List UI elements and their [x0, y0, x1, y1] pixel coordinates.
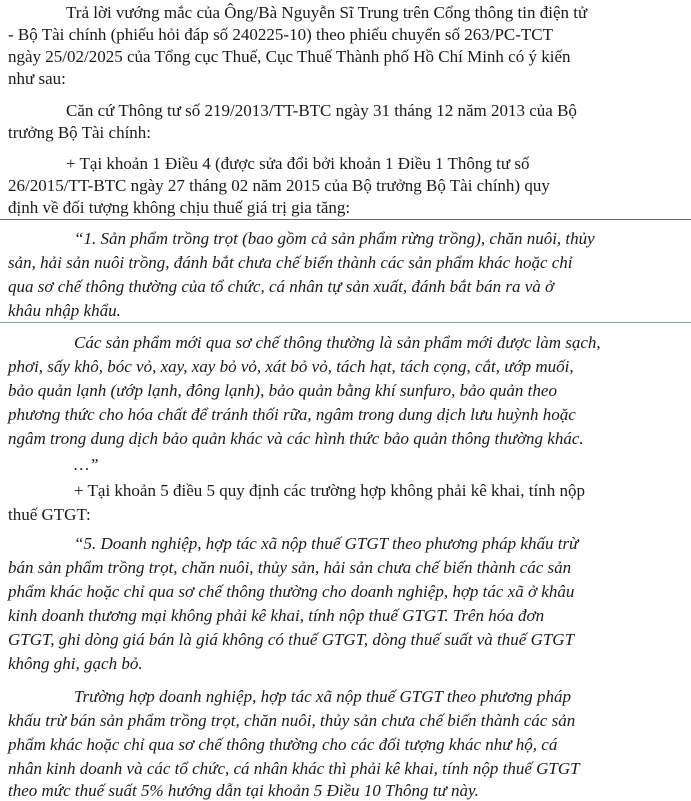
paragraph-8-line-0: Trường hợp doanh nghiệp, hợp tác xã nộp thuế GTGT theo phương pháp: [74, 687, 571, 706]
paragraph-7-line-2: phẩm khác hoặc chỉ qua sơ chế thông thường cho doanh nghiệp, hợp tác xã ở khâu: [8, 582, 575, 601]
paragraph-2-line-2: định về đối tượng không chịu thuế giá trị gia tăng:: [8, 198, 351, 217]
paragraph-6-line-0: + Tại khoản 5 điều 5 quy định các trường hợp không phải kê khai, tính nộp: [74, 481, 585, 500]
paragraph-3-line-1: sản, hải sản nuôi trồng, đánh bắt chưa chế biến thành các sản phẩm khác hoặc chỉ: [8, 253, 573, 272]
paragraph-0-line-0: Trả lời vướng mắc của Ông/Bà Nguyễn Sĩ Trung trên Cổng thông tin điện tử: [66, 3, 588, 22]
paragraph-7-line-3: kinh doanh thương mại không phải kê khai, tính nộp thuế GTGT. Trên hóa đơn: [8, 606, 545, 625]
scan-rule-top: [0, 219, 691, 220]
paragraph-4-line-4: ngâm trong dung dịch bảo quản khác và các hình thức bảo quản thông thường khác.: [8, 429, 584, 448]
paragraph-2-line-0: + Tại khoản 1 Điều 4 (được sửa đổi bởi khoản 1 Điều 1 Thông tư số: [66, 154, 530, 173]
paragraph-8-line-4: theo mức thuế suất 5% hướng dẫn tại khoản 5 Điều 10 Thông tư này.: [8, 781, 479, 800]
paragraph-4-line-1: phơi, sấy khô, bóc vỏ, xay, xay bỏ vỏ, xát bỏ vỏ, tách hạt, tách cọng, cắt, ướp muối,: [8, 357, 574, 376]
paragraph-3-line-2: qua sơ chế thông thường của tổ chức, cá nhân tự sản xuất, đánh bắt bán ra và ở: [8, 277, 555, 296]
paragraph-8-line-3: nhân kinh doanh và các tổ chức, cá nhân khác thì phải kê khai, tính nộp thuế GTGT: [8, 759, 580, 778]
paragraph-7-line-0: “5. Doanh nghiệp, hợp tác xã nộp thuế GTGT theo phương pháp khấu trừ: [74, 534, 579, 553]
paragraph-2-line-1: 26/2015/TT-BTC ngày 27 tháng 02 năm 2015 của Bộ trưởng Bộ Tài chính) quy: [8, 176, 550, 195]
paragraph-4-line-0: Các sản phẩm mới qua sơ chế thông thường là sản phẩm mới được làm sạch,: [74, 333, 601, 352]
paragraph-5-line-0: …”: [74, 455, 99, 474]
paragraph-7-line-1: bán sản phẩm trồng trọt, chăn nuôi, thủy sản, hải sản chưa chế biến thành các sản: [8, 558, 572, 577]
paragraph-4-line-3: phương thức cho hóa chất để tránh thối rữa, ngâm trong dung dịch lưu huỳnh hoặc: [8, 405, 576, 424]
paragraph-7-line-4: GTGT, ghi dòng giá bán là giá không có thuế GTGT, dòng thuế suất và thuế GTGT: [8, 630, 575, 649]
paragraph-0-line-1: - Bộ Tài chính (phiếu hỏi đáp số 240225-10) theo phiếu chuyển số 263/PC-TCT: [8, 25, 554, 44]
paragraph-8-line-1: khấu trừ bán sản phẩm trồng trọt, chăn nuôi, thủy sản chưa chế biến thành các sản: [8, 711, 576, 730]
paragraph-1-line-0: Căn cứ Thông tư số 219/2013/TT-BTC ngày 31 tháng 12 năm 2013 của Bộ: [66, 101, 577, 120]
paragraph-0-line-2: ngày 25/02/2025 của Tổng cục Thuế, Cục Thuế Thành phố Hồ Chí Minh có ý kiến: [8, 47, 571, 66]
paragraph-3-line-0: “1. Sản phẩm trồng trọt (bao gồm cả sản phẩm rừng trồng), chăn nuôi, thủy: [74, 229, 595, 248]
paragraph-1-line-1: trưởng Bộ Tài chính:: [8, 123, 152, 142]
paragraph-6-line-1: thuế GTGT:: [8, 505, 91, 524]
paragraph-8-line-2: phẩm khác hoặc chỉ qua sơ chế thông thường cho các đối tượng khác như hộ, cá: [8, 735, 558, 754]
paragraph-4-line-2: bảo quản lạnh (ướp lạnh, đông lạnh), bảo quản bằng khí sunfuro, bảo quản theo: [8, 381, 557, 400]
scan-rule-middle: [0, 322, 691, 323]
paragraph-3-line-3: khâu nhập khẩu.: [8, 301, 121, 320]
paragraph-0-line-3: như sau:: [8, 69, 66, 88]
paragraph-7-line-5: không ghi, gạch bỏ.: [8, 654, 143, 673]
